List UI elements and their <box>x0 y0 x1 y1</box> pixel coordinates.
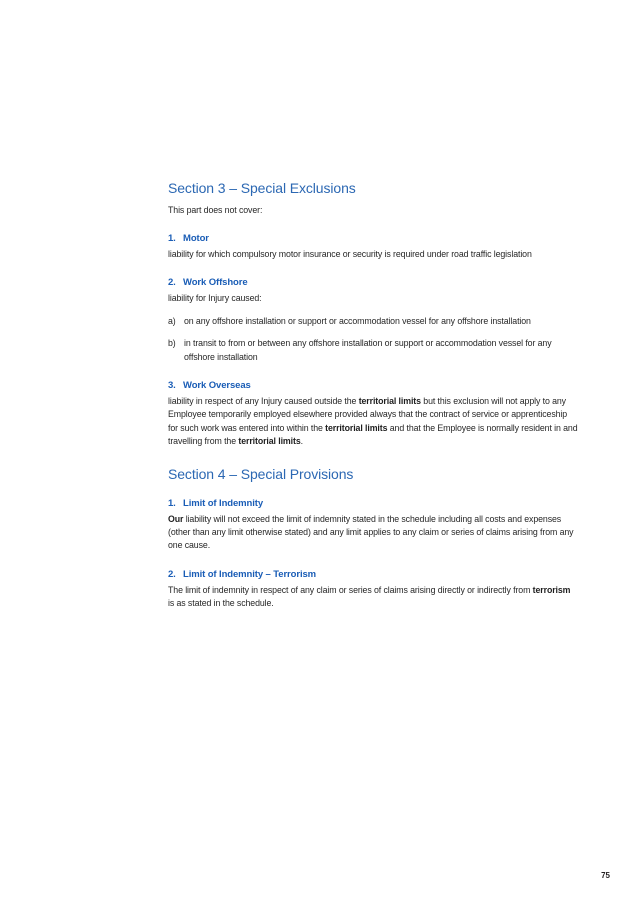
clause-number: 1. <box>168 497 176 509</box>
defined-term: territorial limits <box>358 396 421 407</box>
clause-heading <box>168 233 578 245</box>
sub-item-a <box>168 315 578 328</box>
defined-term: territorial limits <box>325 422 388 433</box>
clause-body <box>168 584 578 611</box>
clause-number: 3. <box>168 380 176 392</box>
text-run: but this exclusion will not apply to any Employee temporarily employed elsewhere provided always that the contract of service or apprenticeship for such work was entered into within the <box>168 396 568 433</box>
clause-heading <box>168 277 578 289</box>
clause-work-offshore <box>168 277 578 364</box>
text-run: . <box>300 436 303 447</box>
clause-number: 2. <box>168 277 176 289</box>
clause-motor <box>168 233 578 261</box>
sub-item-text: on any offshore installation or support or accommodation vessel for any offshore installation <box>184 315 531 326</box>
clause-title: Limit of Indemnity – Terrorism <box>183 568 317 580</box>
sub-item-marker: a) <box>168 315 176 326</box>
text-run: The limit of indemnity in respect of any claim or series of claims arising directly or indirectly from <box>168 584 533 595</box>
clause-limit-of-indemnity <box>168 498 578 553</box>
clause-number: 2. <box>168 568 176 580</box>
clause-title: Limit of Indemnity <box>183 497 264 509</box>
clause-heading <box>168 498 578 510</box>
page-content <box>168 181 578 611</box>
clause-body: liability for which compulsory motor insurance or security is required under road traffic legislation <box>168 249 532 259</box>
defined-term: Our <box>168 513 184 524</box>
defined-term: terrorism <box>532 584 571 595</box>
clause-limit-of-indemnity-terrorism <box>168 569 578 611</box>
clause-number: 1. <box>168 233 176 244</box>
sub-item-text: in transit to from or between any offshore installation or support or accommodation vessel for any offshore installation <box>184 338 552 362</box>
page-number: 75 <box>601 871 610 880</box>
clause-body: liability for Injury caused: <box>168 293 262 304</box>
clause-title: Motor <box>183 233 209 244</box>
clause-title: Work Offshore <box>183 277 248 289</box>
sub-item-marker: b) <box>168 338 176 349</box>
text-run: and that the Employee is normally resident in and travelling from the <box>168 422 578 447</box>
sub-item-b <box>168 337 578 364</box>
section-4-title: Section 4 – Special Provisions <box>168 465 354 482</box>
text-run: is as stated in the schedule. <box>168 598 274 609</box>
clause-title: Work Overseas <box>183 380 251 392</box>
section-3-special-exclusions <box>168 181 578 449</box>
clause-body <box>168 395 578 449</box>
text-run: liability will not exceed the limit of indemnity stated in the schedule including all costs and expenses (other than any limit otherwise stated) and any limit applies to any claim or series of claims arising from any one cause. <box>168 513 574 551</box>
clause-work-overseas <box>168 380 578 449</box>
clause-heading <box>168 380 578 392</box>
clause-heading <box>168 569 578 581</box>
section-4-special-provisions <box>168 467 578 611</box>
section-3-title: Section 3 – Special Exclusions <box>168 180 356 196</box>
clause-body <box>168 513 578 553</box>
defined-term: territorial limits <box>238 436 301 447</box>
text-run: liability in respect of any Injury caused outside the <box>168 396 359 407</box>
section-3-intro: This part does not cover: <box>168 205 263 215</box>
